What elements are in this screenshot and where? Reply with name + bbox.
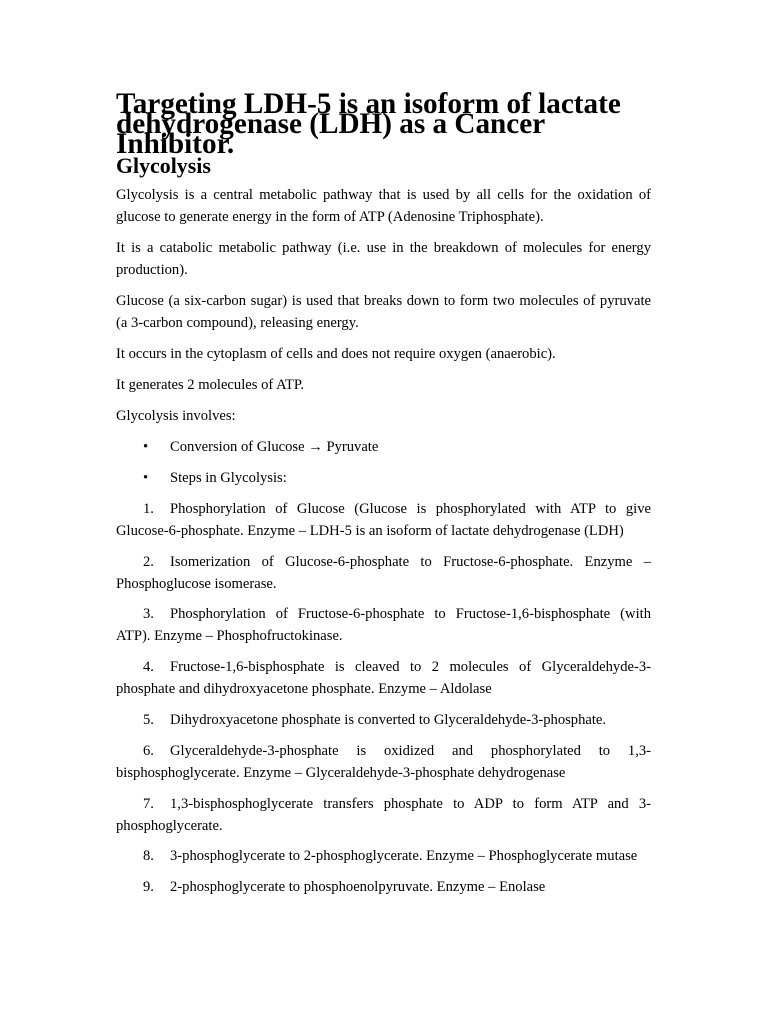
step-number: 1. [143,501,154,517]
step-text: 1,3-bisphosphoglycerate transfers phosphate to ADP to form ATP and 3-phosphoglycerate. [116,796,651,834]
step-text: Fructose-1,6-bisphosphate is cleaved to 2 molecules of Glyceraldehyde-3-phosphate and dihydroxyacetone phosphate. Enzyme – Aldolase [116,659,651,697]
step-item [116,499,651,543]
step-number: 8. [143,848,154,864]
step-number: 6. [143,743,154,759]
step-number: 9. [143,879,154,895]
step-text: Isomerization of Glucose-6-phosphate to Fructose-6-phosphate. Enzyme – Phosphoglucose isomerase. [116,554,651,592]
paragraph: Glycolysis involves: [116,408,236,424]
step-number: 5. [143,712,154,728]
step-number: 3. [143,606,154,622]
step-number: 4. [143,659,154,675]
step-item [116,846,651,868]
paragraph: It occurs in the cytoplasm of cells and does not require oxygen (anaerobic). [116,346,556,362]
bullet-text: Conversion of Glucose → Pyruvate [170,439,379,455]
bullet-marker: • [143,439,149,455]
paragraph: It generates 2 molecules of ATP. [116,377,305,393]
document-title: Targeting LDH-5 is an isoform of lactate dehydrogenase (LDH) as a Cancer Inhibitor. [116,88,621,160]
paragraph: Glucose (a six-carbon sugar) is used that breaks down to form two molecules of pyruvate (a 3-carbon compound), releasing energy. [116,293,651,331]
step-text: 2-phosphoglycerate to phosphoenolpyruvate. Enzyme – Enolase [170,879,546,895]
step-item [116,794,651,838]
step-text: Phosphorylation of Fructose-6-phosphate to Fructose-1,6-bisphosphate (with ATP). Enzyme – Phosphofructokinase. [116,606,651,644]
step-text: Glyceraldehyde-3-phosphate is oxidized and phosphorylated to 1,3-bisphosphoglycerate. Enzyme – Glyceraldehyde-3-phosphate dehydrogenase [116,743,651,781]
paragraph: Glycolysis is a central metabolic pathway that is used by all cells for the oxidation of glucose to generate energy in the form of ATP (Adenosine Triphosphate). [116,187,651,225]
step-text: Dihydroxyacetone phosphate is converted to Glyceraldehyde-3-phosphate. [170,712,607,728]
section-heading: Glycolysis [116,153,211,178]
step-number: 2. [143,554,154,570]
paragraph: It is a catabolic metabolic pathway (i.e. use in the breakdown of molecules for energy production). [116,240,651,278]
step-text: 3-phosphoglycerate to 2-phosphoglycerate. Enzyme – Phosphoglycerate mutase [170,848,638,864]
step-item [116,657,651,701]
bullet-text: Steps in Glycolysis: [170,470,287,486]
step-item [116,604,651,648]
step-number: 7. [143,796,154,812]
step-item [116,877,651,899]
step-item [116,552,651,596]
step-item [116,741,651,785]
step-item [116,710,651,732]
bullet-marker: • [143,470,149,486]
step-text: Phosphorylation of Glucose (Glucose is phosphorylated with ATP to give Glucose-6-phosphate. Enzyme – LDH-5 is an isoform of lactate dehydrogenase (LDH) [116,501,651,539]
